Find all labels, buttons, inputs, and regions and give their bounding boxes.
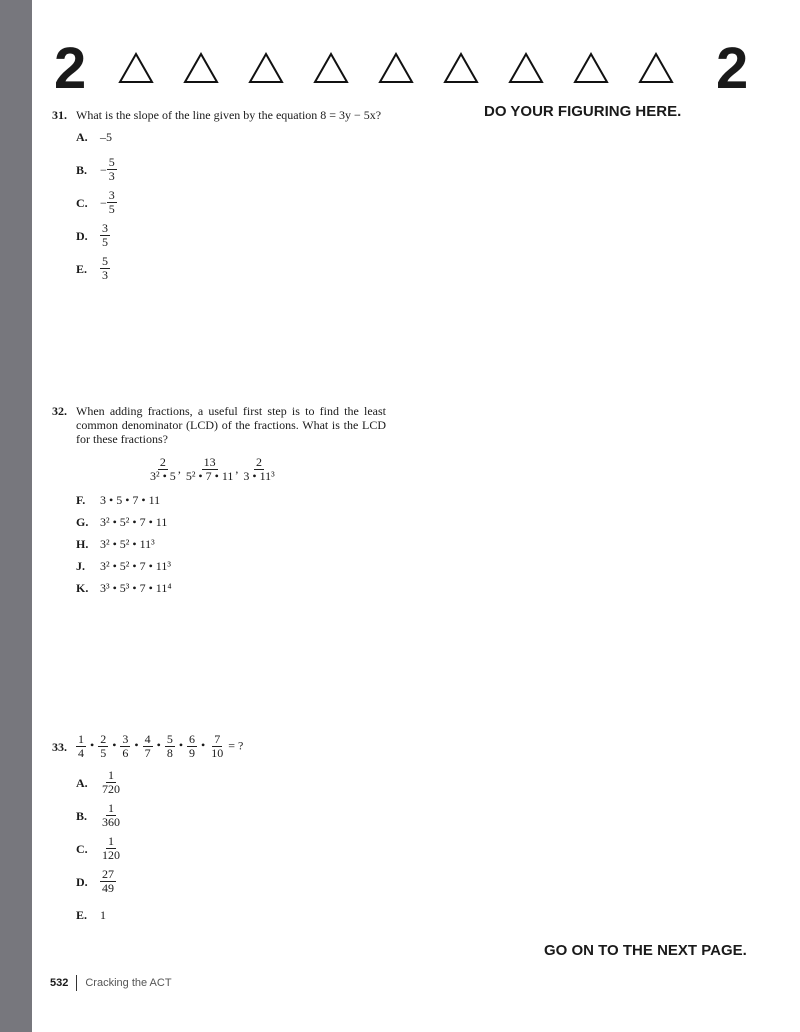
fraction: $\frac{13}{\text{5² • 7 • 11}}$ bbox=[185, 455, 234, 483]
question-stem: When adding fractions, a useful first step is to find the least common denominator (LCD) of the fractions. What is the LCD for these fractions? bbox=[76, 404, 386, 446]
question-stem: What is the slope of the line given by the equation 8 = 3y − 5x? bbox=[76, 108, 382, 122]
next-page-label: GO ON TO THE NEXT PAGE. bbox=[544, 942, 747, 959]
triangle-icon bbox=[183, 52, 219, 84]
triangle-icon bbox=[638, 52, 674, 84]
question-number: 32. bbox=[52, 404, 67, 418]
triangle-row bbox=[118, 52, 674, 84]
section-number-left: 2 bbox=[54, 36, 87, 101]
question-32: 32. When adding fractions, a useful first step is to find the least common denominator (LCD) of the fractions. What is the LCD for these fractions? $\frac{2}{\text{3² • 5}}$ , $\frac{13}{\text{5² • 7 • 11}}$ , $\frac{2}{\text{3 • 11³}}$ F. 3 • 5 • 7 • 11 G. 3² • 5² • 7 • 11 H. 3² • 5² • 11³ J. 3² • 5² • 7 • 11³ K. 3³ • 5³ • 7 • 11⁴ bbox=[52, 404, 387, 599]
answer-choice[interactable] bbox=[52, 577, 387, 599]
fraction: 5 3 bbox=[102, 254, 108, 282]
fraction: 3 5 bbox=[102, 221, 108, 249]
choice-label: D. bbox=[76, 874, 88, 889]
choice-label: D. bbox=[76, 228, 88, 243]
choice-label: B. bbox=[76, 808, 88, 823]
choice-value: –5 bbox=[100, 129, 112, 144]
triangle-icon bbox=[378, 52, 414, 84]
answer-choice[interactable] bbox=[52, 898, 243, 931]
choice-label: C. bbox=[76, 841, 88, 856]
question-31 bbox=[52, 108, 381, 285]
choice-label: G. bbox=[76, 515, 89, 529]
question-number: 33. bbox=[52, 739, 67, 754]
answer-choice[interactable] bbox=[52, 153, 381, 186]
answer-choice[interactable] bbox=[52, 489, 387, 511]
triangle-icon bbox=[443, 52, 479, 84]
answer-choice[interactable] bbox=[52, 252, 381, 285]
choice-label: B. bbox=[76, 162, 88, 177]
choice-value: 3² • 5² • 7 • 11³ bbox=[100, 559, 171, 573]
fraction: $\frac{4}{7}$ bbox=[144, 732, 151, 760]
fraction: $\frac{5}{3}$ bbox=[108, 155, 115, 183]
answer-choice[interactable] bbox=[52, 511, 387, 533]
choice-label: A. bbox=[76, 129, 88, 144]
choice-label: F. bbox=[76, 493, 86, 507]
footer bbox=[50, 975, 172, 991]
answer-choice[interactable] bbox=[52, 533, 387, 555]
choice-label: C. bbox=[76, 195, 88, 210]
triangle-icon bbox=[573, 52, 609, 84]
book-title: Cracking the ACT bbox=[85, 977, 172, 989]
fraction: $\frac{2}{5}$ bbox=[100, 732, 107, 760]
triangle-icon bbox=[248, 52, 284, 84]
choice-label: K. bbox=[76, 581, 89, 595]
triangle-icon bbox=[313, 52, 349, 84]
choice-value: 3² • 5² • 11³ bbox=[100, 537, 155, 551]
choice-label: H. bbox=[76, 537, 89, 551]
equals-question: = ? bbox=[228, 738, 244, 753]
sign: − bbox=[100, 162, 107, 177]
triangle-icon bbox=[118, 52, 154, 84]
fraction: $\frac{3}{5}$ bbox=[108, 188, 115, 216]
question-33: 33. $\frac{1}{4}$ • $\frac{2}{5}$ • $\frac{3}{6}$ • $\frac{4}{7}$ • $\frac{5}{8}$ • $\frac{6}{9}$ • $\frac{7}{10}$ = ? A. 1 720 B. 1 360 C. 1 120 D. 27 49 E. 1 bbox=[52, 733, 243, 931]
answer-choice[interactable] bbox=[52, 766, 243, 799]
fraction: $\frac{3}{6}$ bbox=[122, 732, 129, 760]
answer-choice[interactable] bbox=[52, 186, 381, 219]
choice-value: 3³ • 5³ • 7 • 11⁴ bbox=[100, 581, 172, 595]
choice-value: 1 bbox=[100, 907, 106, 922]
fraction: $\frac{1}{4}$ bbox=[78, 732, 84, 760]
answer-choice[interactable] bbox=[52, 219, 381, 252]
page-number: 532 bbox=[50, 977, 69, 989]
choice-label: A. bbox=[76, 775, 88, 790]
figuring-label: DO YOUR FIGURING HERE. bbox=[484, 103, 682, 120]
sign: − bbox=[100, 195, 107, 210]
section-number-right: 2 bbox=[716, 36, 749, 101]
fraction: $\frac{2}{\text{3² • 5}}$ bbox=[150, 455, 176, 483]
answer-choice[interactable] bbox=[52, 555, 387, 577]
fraction: $\frac{5}{8}$ bbox=[166, 732, 173, 760]
page-edge-bar bbox=[0, 0, 32, 1032]
choice-label: E. bbox=[76, 261, 88, 276]
fraction: 1 360 bbox=[102, 801, 120, 829]
choice-value: 3² • 5² • 7 • 11 bbox=[100, 515, 168, 529]
choice-label: J. bbox=[76, 559, 85, 573]
choice-value: 3 • 5 • 7 • 11 bbox=[100, 493, 161, 507]
answer-choice[interactable] bbox=[52, 120, 381, 153]
fraction: $\frac{6}{9}$ bbox=[189, 732, 196, 760]
choice-label: E. bbox=[76, 907, 88, 922]
fraction: 1 720 bbox=[102, 768, 120, 796]
answer-choice[interactable] bbox=[52, 865, 243, 898]
fraction: $\frac{7}{10}$ bbox=[211, 732, 224, 760]
fraction: 1 120 bbox=[102, 834, 120, 862]
answer-choice[interactable] bbox=[52, 832, 243, 865]
footer-divider bbox=[76, 975, 77, 991]
fraction: $\frac{2}{\text{3 • 11³}}$ bbox=[243, 455, 275, 483]
answer-choice[interactable] bbox=[52, 799, 243, 832]
question-number: 31. bbox=[52, 108, 67, 122]
triangle-icon bbox=[508, 52, 544, 84]
fraction: 27 49 bbox=[102, 867, 114, 895]
